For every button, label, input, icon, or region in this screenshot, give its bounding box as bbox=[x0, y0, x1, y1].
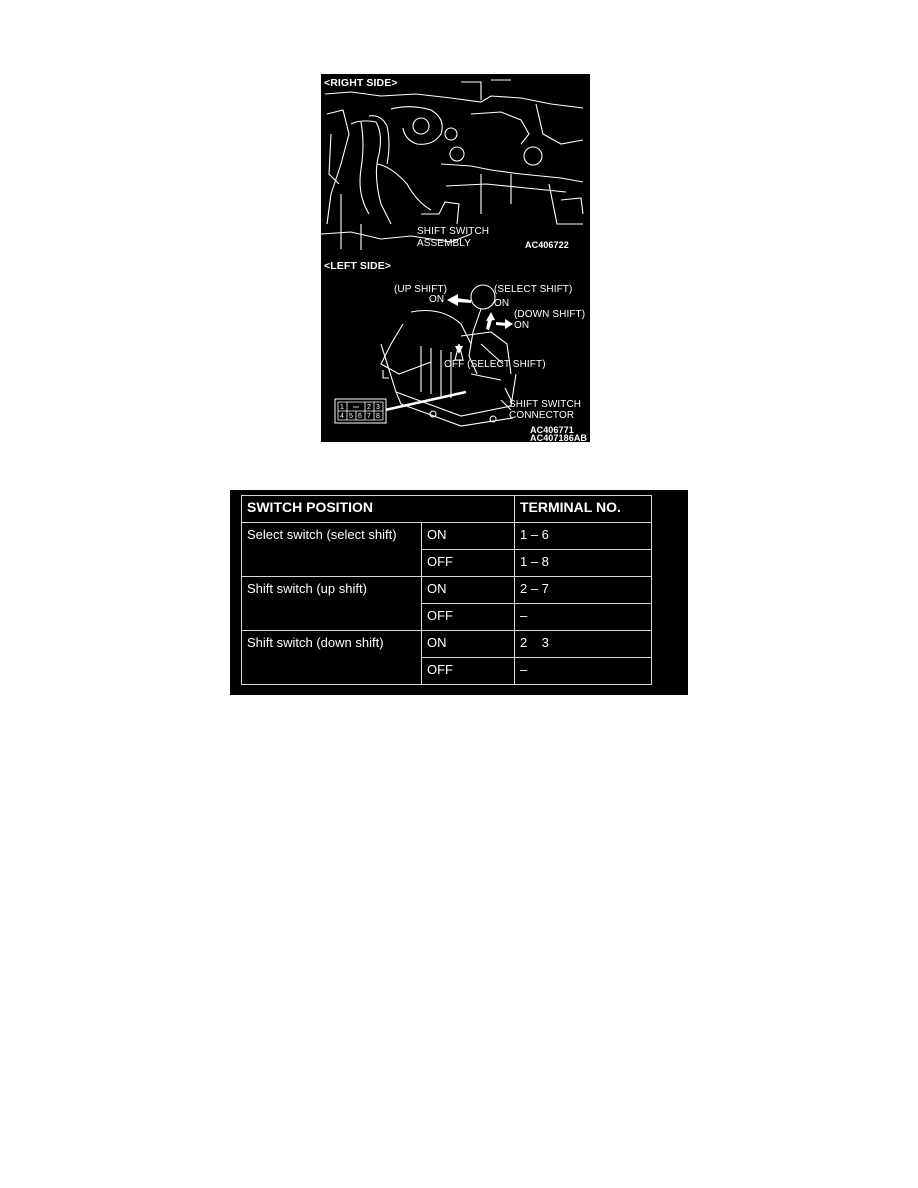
up-shift-on-label: ON bbox=[429, 294, 445, 305]
connector-pin-8: 8 bbox=[376, 413, 380, 420]
connector-pin-2: 2 bbox=[367, 404, 371, 411]
state-cell: ON bbox=[422, 523, 515, 550]
connector-pin-4: 4 bbox=[340, 413, 344, 420]
switch-terminal-table bbox=[241, 495, 652, 685]
header-terminal-no: TERMINAL NO. bbox=[515, 496, 652, 523]
right-side-label: <RIGHT SIDE> bbox=[324, 77, 398, 89]
connector-pin-1: 1 bbox=[340, 404, 344, 411]
up-shift-label: (UP SHIFT) bbox=[394, 284, 448, 295]
state-cell: OFF bbox=[422, 550, 515, 577]
shift-switch-assembly-label-2: ASSEMBLY bbox=[417, 238, 471, 249]
connector-pin-7: 7 bbox=[367, 413, 371, 420]
table-row bbox=[242, 577, 652, 604]
terminal-cell: – bbox=[515, 658, 652, 685]
figure-code-right: AC406722 bbox=[525, 240, 569, 250]
switch-name-cell: Select switch (select shift) bbox=[242, 523, 422, 577]
connector-pin-5: 5 bbox=[349, 413, 353, 420]
state-cell: ON bbox=[422, 577, 515, 604]
shift-switch-connector-label-1: SHIFT SWITCH bbox=[509, 399, 582, 410]
connector-pin-3: 3 bbox=[376, 404, 380, 411]
terminal-table-panel bbox=[230, 490, 688, 695]
left-side-label: <LEFT SIDE> bbox=[324, 260, 392, 272]
table-row bbox=[242, 631, 652, 658]
header-switch-position: SWITCH POSITION bbox=[242, 496, 515, 523]
down-shift-on-label: ON bbox=[514, 320, 530, 331]
off-select-shift-label: OFF (SELECT SHIFT) bbox=[444, 359, 546, 370]
shift-switch-assembly-label-1: SHIFT SWITCH bbox=[417, 226, 490, 237]
shift-switch-connector-label-2: CONNECTOR bbox=[509, 410, 575, 421]
illustration-drawing bbox=[321, 74, 590, 442]
connector-pin-6: 6 bbox=[358, 413, 362, 420]
select-shift-label: (SELECT SHIFT) bbox=[494, 284, 573, 295]
state-cell: OFF bbox=[422, 658, 515, 685]
terminal-cell: – bbox=[515, 604, 652, 631]
table-header-row bbox=[242, 496, 652, 523]
select-shift-on-label: ON bbox=[494, 298, 510, 309]
state-cell: OFF bbox=[422, 604, 515, 631]
switch-name-cell: Shift switch (down shift) bbox=[242, 631, 422, 685]
table-row bbox=[242, 523, 652, 550]
terminal-cell: 2 – 7 bbox=[515, 577, 652, 604]
terminal-cell: 1 – 6 bbox=[515, 523, 652, 550]
figure-code-left-2: AC407186AB bbox=[530, 433, 588, 442]
connector-pin-diagram bbox=[335, 399, 386, 423]
down-shift-label: (DOWN SHIFT) bbox=[514, 309, 586, 320]
switch-name-cell: Shift switch (up shift) bbox=[242, 577, 422, 631]
terminal-cell: 1 – 8 bbox=[515, 550, 652, 577]
shift-switch-illustration bbox=[321, 74, 590, 442]
figure-code-left-1: AC406771 bbox=[530, 425, 574, 435]
terminal-cell: 2 3 bbox=[515, 631, 652, 658]
state-cell: ON bbox=[422, 631, 515, 658]
